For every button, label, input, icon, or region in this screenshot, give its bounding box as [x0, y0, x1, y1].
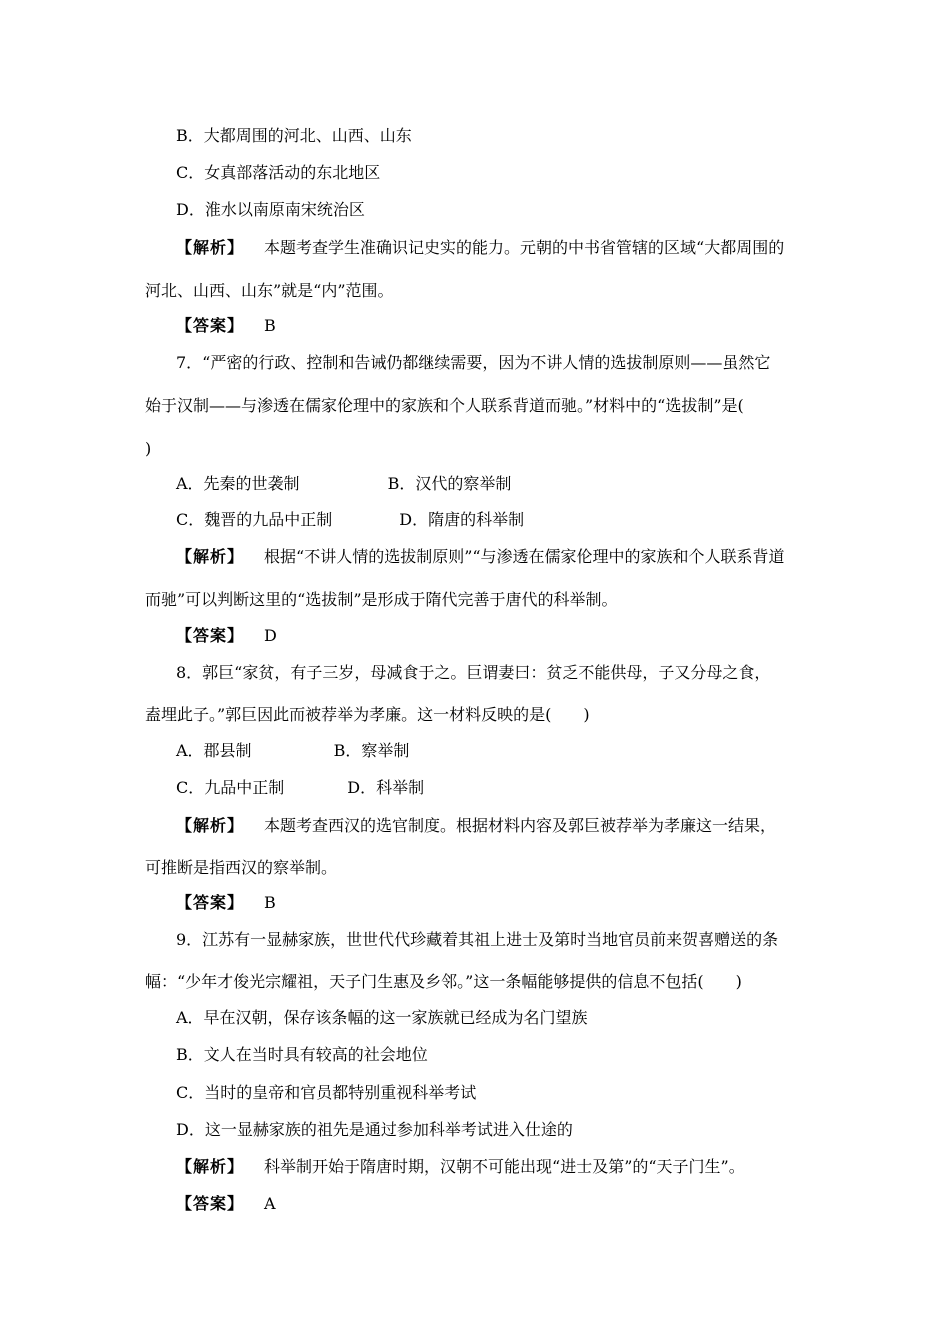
- question-stem-continuation: 始于汉制——与渗透在儒家伦理中的家族和个人联系背道而驰。”材料中的“选拔制”是(: [145, 396, 744, 415]
- option-line: C．女真部落活动的东北地区: [176, 163, 381, 182]
- question-stem-continuation: 幅：“少年才俊光宗耀祖，天子门生惠及乡邻。”这一条幅能够提供的信息不包括( ): [145, 972, 742, 991]
- analysis-tag: 【解析】: [176, 816, 245, 835]
- analysis-line: [176, 549, 785, 565]
- answer-line: [176, 1196, 276, 1212]
- answer-tag: 【答案】: [176, 893, 245, 912]
- option-line: C．当时的皇帝和官员都特别重视科举考试: [176, 1083, 477, 1102]
- answer-value: B: [264, 893, 276, 912]
- analysis-tag: 【解析】: [176, 547, 245, 566]
- analysis-text: 根据“不讲人情的选拔制原则”“与渗透在儒家伦理中的家族和个人联系背道: [264, 547, 785, 566]
- option-line: B．大都周围的河北、山西、山东: [176, 126, 412, 145]
- option: A．郡县制: [176, 741, 252, 760]
- option: B．汉代的察举制: [387, 474, 512, 493]
- option: A．先秦的世袭制: [176, 474, 300, 493]
- option: C．九品中正制: [176, 778, 285, 797]
- option-row: [176, 743, 409, 759]
- option-row: [176, 780, 424, 796]
- option-row: [176, 476, 511, 492]
- answer-value: D: [264, 626, 277, 645]
- answer-line: [176, 628, 277, 644]
- answer-tag: 【答案】: [176, 1194, 245, 1213]
- analysis-text: 本题考查西汉的选官制度。根据材料内容及郭巨被荐举为孝廉这一结果，: [264, 816, 777, 835]
- analysis-line: [176, 818, 776, 834]
- answer-tag: 【答案】: [176, 626, 245, 645]
- analysis-tag: 【解析】: [176, 1157, 245, 1176]
- answer-line: [176, 895, 276, 911]
- answer-line: [176, 318, 276, 334]
- analysis-line: [176, 1159, 745, 1175]
- question-stem: 8．郭巨“家贫，有子三岁，母减食于之。巨谓妻曰：贫乏不能供母，子又分母之食，: [176, 663, 771, 682]
- option-line: D．淮水以南原南宋统治区: [176, 200, 365, 219]
- question-stem: 7．“严密的行政、控制和告诫仍都继续需要，因为不讲人情的选拔制原则——虽然它: [176, 353, 771, 372]
- option-line: D．这一显赫家族的祖先是通过参加科举考试进入仕途的: [176, 1120, 573, 1139]
- option: D．隋唐的科举制: [399, 510, 525, 529]
- answer-value: A: [264, 1194, 276, 1213]
- answer-value: B: [264, 316, 276, 335]
- question-stem-continuation: 盍埋此子。”郭巨因此而被荐举为孝廉。这一材料反映的是( ): [145, 705, 590, 724]
- option: D．科举制: [347, 778, 425, 797]
- analysis-text: 本题考查学生准确识记史实的能力。元朝的中书省管辖的区域“大都周围的: [264, 238, 785, 257]
- option: C．魏晋的九品中正制: [176, 510, 333, 529]
- question-stem: 9．江苏有一显赫家族，世世代代珍藏着其祖上进士及第时当地官员前来贺喜赠送的条: [176, 930, 779, 949]
- option-row: [176, 512, 524, 528]
- analysis-tag: 【解析】: [176, 238, 245, 257]
- option: B．察举制: [333, 741, 410, 760]
- analysis-text: 科举制开始于隋唐时期，汉朝不可能出现“进士及第”的“天子门生”。: [264, 1157, 745, 1176]
- analysis-continuation: 可推断是指西汉的察举制。: [145, 858, 338, 877]
- option-line: A．早在汉朝，保存该条幅的这一家族就已经成为名门望族: [176, 1008, 588, 1027]
- analysis-line: [176, 240, 784, 256]
- analysis-continuation: 而驰”可以判断这里的“选拔制”是形成于隋代完善于唐代的科举制。: [145, 590, 618, 609]
- answer-tag: 【答案】: [176, 316, 245, 335]
- analysis-continuation: 河北、山西、山东”就是“内”范围。: [145, 281, 394, 300]
- option-line: B．文人在当时具有较高的社会地位: [176, 1045, 428, 1064]
- question-stem-continuation: ): [145, 439, 152, 458]
